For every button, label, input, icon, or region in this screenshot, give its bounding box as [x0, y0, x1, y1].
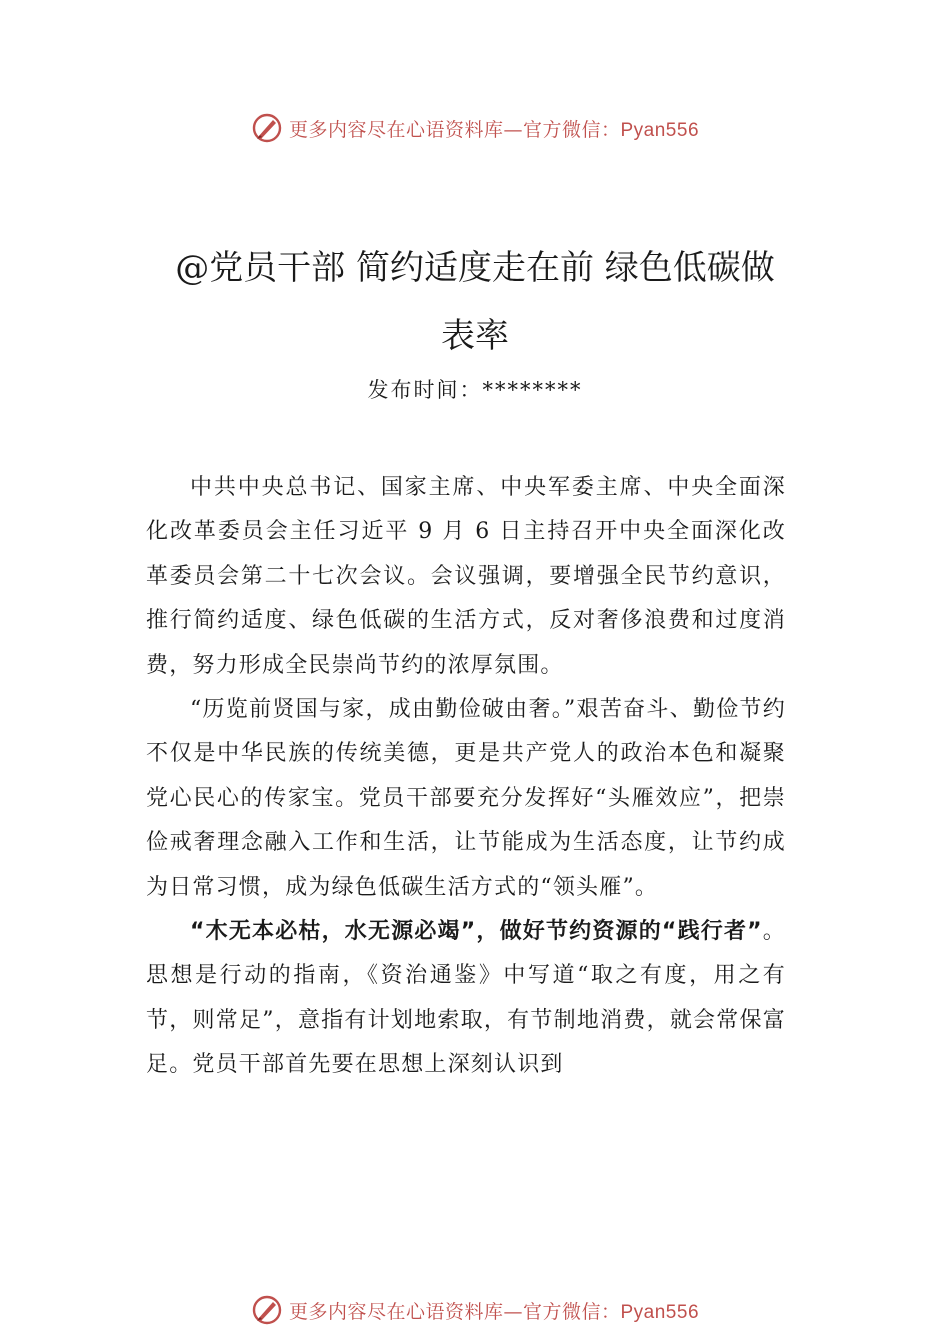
watermark-header	[0, 108, 950, 148]
watermark-footer	[0, 1290, 950, 1330]
pen-logo-icon	[251, 112, 283, 144]
watermark-label: 更多内容尽在心语资料库—官方微信：Pyan556	[288, 1300, 700, 1323]
watermark-label: 更多内容尽在心语资料库—官方微信：Pyan556	[288, 118, 700, 141]
paragraph-3-text: 。思想是行动的指南，《资治通鉴》中写道“取之有度，用之有节，则常足”，意指有计划地索取，有节制地消费，就会常保富足。党员干部首先要在思想上深刻认识到	[146, 919, 787, 1078]
paragraph-1: 中共中央总书记、国家主席、中央军委主席、中央全面深化改革委员会主任习近平 9 月 6 日主持召开中央全面深化改革委员会第二十七次会议。会议强调，要增强全民节约意识，推行简约适度、绿色低碳的生活方式，反对奢侈浪费和过度消费，努力形成全民崇尚节约的浓厚氛围。	[146, 475, 786, 678]
publish-time: 发布时间：********	[367, 378, 583, 402]
paragraph-3-lead: “木无本必枯，水无源必竭”，做好节约资源的“践行者”	[190, 919, 763, 945]
article-body	[146, 466, 786, 1088]
page-title: @党员干部 简约适度走在前 绿色低碳做	[175, 248, 775, 288]
page-title-continued: 表率	[441, 316, 509, 356]
paragraph-3	[146, 910, 786, 1088]
pen-logo-icon	[251, 1294, 283, 1326]
paragraph-2: “历览前贤国与家，成由勤俭破由奢。”艰苦奋斗、勤俭节约不仅是中华民族的传统美德，更是共产党人的政治本色和凝聚党心民心的传家宝。党员干部要充分发挥好“头雁效应”，把崇俭戒奢理念融入工作和生活，让节能成为生活态度，让节约成为日常习惯，成为绿色低碳生活方式的“领头雁”。	[146, 697, 786, 900]
